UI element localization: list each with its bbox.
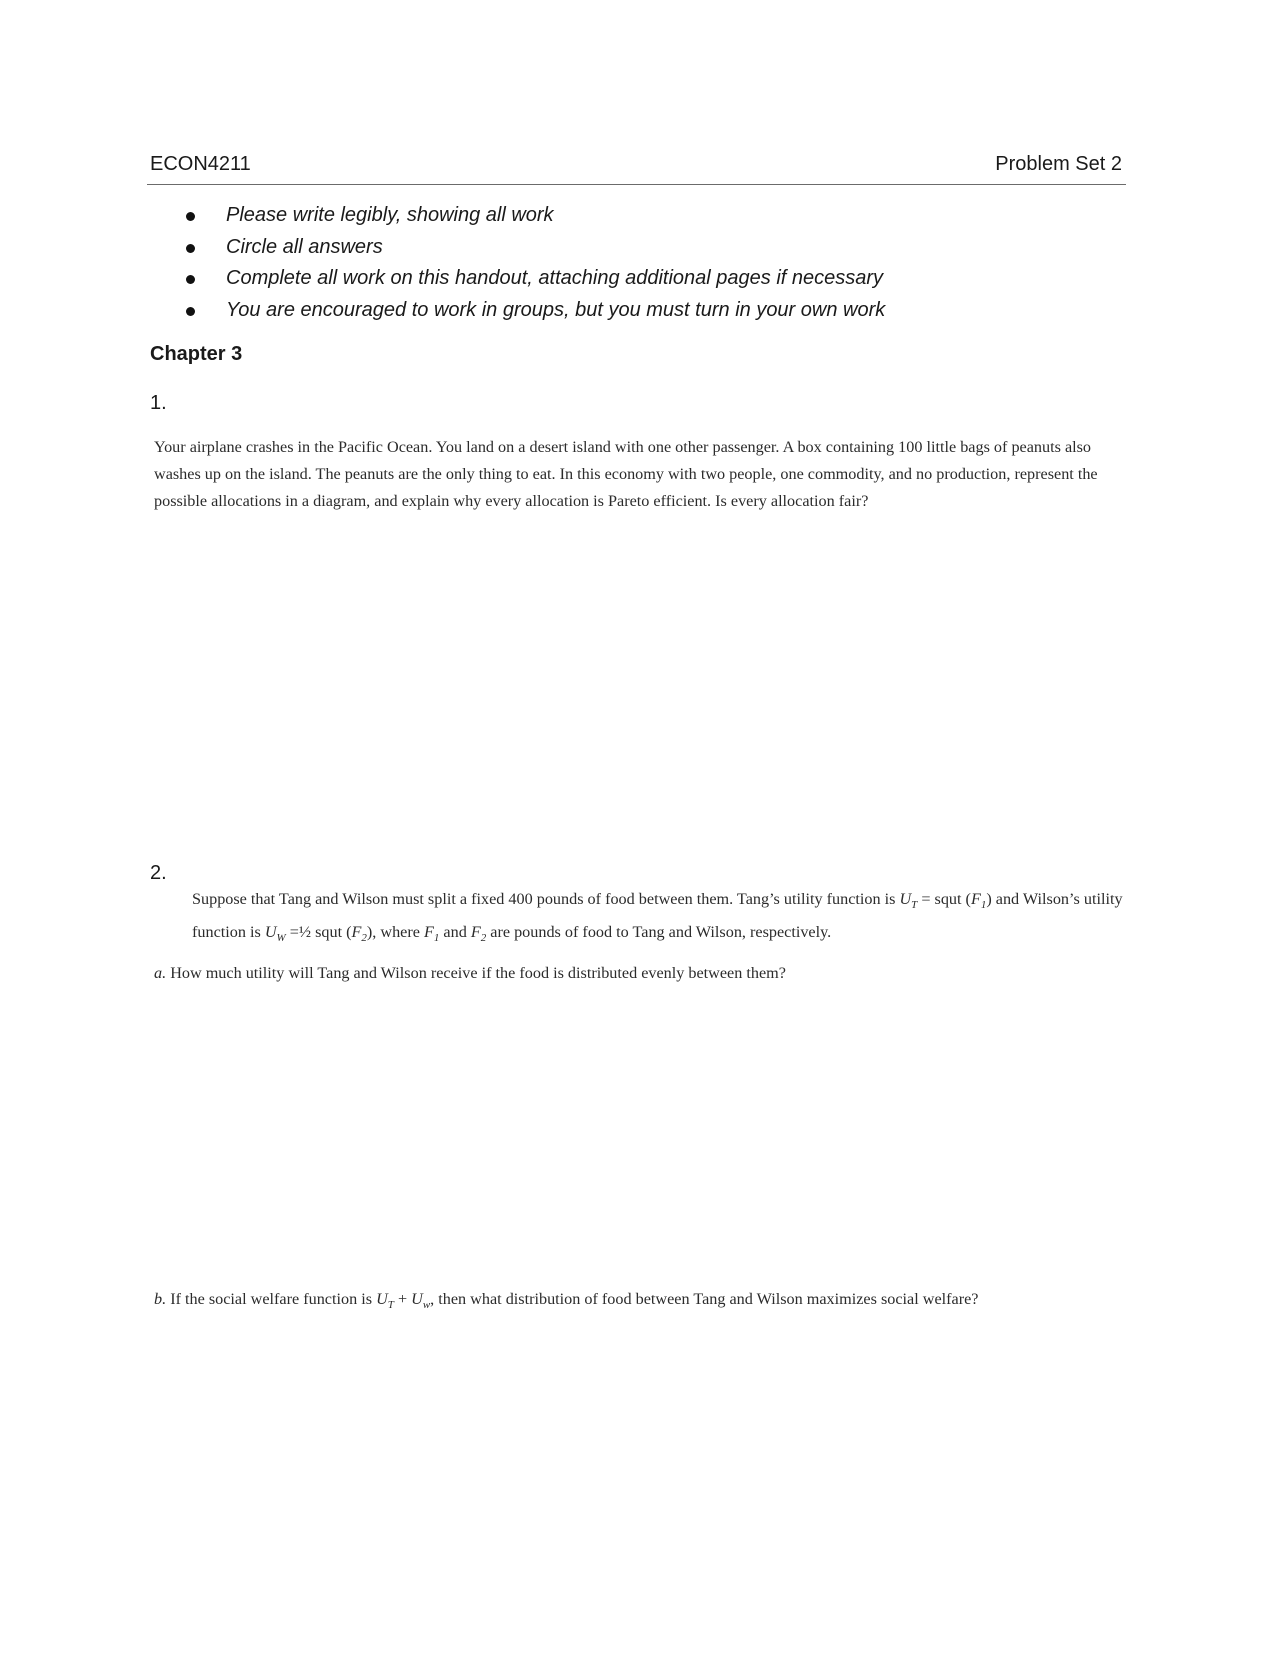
instruction-text: Please write legibly, showing all work [226,204,554,226]
plus-sign: + [393,1290,412,1308]
math-subscript: T [911,899,918,912]
part-b-label: b. [154,1290,167,1308]
math-variable: F [423,923,434,942]
math-variable: F [970,890,981,908]
question-2-part-a [154,960,1134,987]
q2-intro-part: =½ squt ( [285,923,352,942]
instruction-item [180,200,885,232]
question-1-text: Your airplane crashes in the Pacific Ocean. You land on a desert island with one other passenger. A box containing 100 little bags of peanuts also washes up on the island. The peanuts are the only thing to eat. In this economy with two people, one commodity, and no production, represent the possible allocations in a diagram, and explain why every allocation is Pareto efficient. Is every allocation fair? [154,438,1098,510]
math-subscript: 2 [361,932,367,945]
instruction-item [180,232,885,264]
math-variable: F [470,923,481,942]
math-subscript: 1 [980,899,987,912]
question-2-number: 2. [150,862,167,884]
problem-set-title: Problem Set 2 [995,153,1122,175]
q2-intro-part: ) and Wilson’s utility function is [192,890,1123,942]
utility-tang-symbol [899,890,918,912]
q2-intro-part: = squt ( [917,890,971,908]
math-subscript: W [276,932,286,945]
instruction-text: Complete all work on this handout, attaching additional pages if necessary [226,267,884,289]
food-wilson-symbol [470,923,487,945]
food-tang-symbol [423,923,440,945]
question-2-intro [192,886,1172,952]
bullet-icon [186,275,195,284]
course-code: ECON4211 [150,153,251,175]
math-variable: U [376,1290,388,1308]
math-variable: U [264,923,277,942]
bullet-icon [186,212,195,221]
utility-wilson-symbol [264,923,286,945]
question-2-part-b [154,1286,1134,1319]
instructions-list [180,200,885,326]
part-a-text: How much utility will Tang and Wilson receive if the food is distributed evenly between them? [166,964,786,982]
math-subscript: 1 [433,932,440,945]
math-subscript: w [422,1299,431,1312]
food-tang-symbol [970,890,987,912]
math-variable: U [411,1290,423,1308]
instruction-item [180,263,885,295]
page-header [147,150,1126,185]
instruction-item [180,295,885,327]
utility-tang-symbol [376,1290,394,1312]
question-1-number: 1. [150,392,167,414]
part-a-label: a. [154,964,167,982]
q2-intro-part: Suppose that Tang and Wilson must split a fixed 400 pounds of food between them. Tang’s utility function is [192,890,900,908]
food-wilson-symbol [351,923,367,945]
instruction-text: Circle all answers [226,235,383,258]
math-variable: F [351,923,362,942]
math-variable: U [899,890,912,908]
math-subscript: T [387,1299,394,1312]
utility-wilson-symbol [411,1290,431,1312]
bullet-icon [186,244,195,253]
part-b-text: , then what distribution of food between Tang and Wilson maximizes social welfare? [430,1290,979,1308]
q2-intro-part: ), where [366,923,424,942]
q2-intro-part: are pounds of food to Tang and Wilson, respectively. [486,923,832,942]
part-b-text: If the social welfare function is [166,1290,377,1308]
instruction-text: You are encouraged to work in groups, but you must turn in your own work [226,298,886,321]
chapter-heading: Chapter 3 [150,343,243,365]
bullet-icon [186,307,195,316]
math-subscript: 2 [480,932,487,945]
q2-intro-part: and [439,923,471,942]
